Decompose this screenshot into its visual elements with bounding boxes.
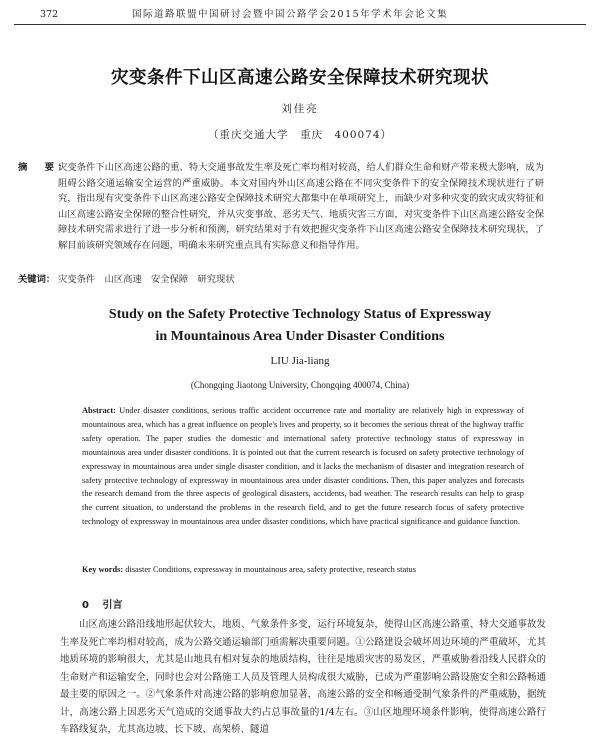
running-head-title: 国际道路联盟中国研讨会暨中国公路学会2015年学术年会论文集: [132, 9, 449, 20]
english-title: [40, 304, 560, 348]
chinese-author: 刘佳亮: [281, 103, 319, 115]
running-head: [14, 8, 586, 25]
english-keywords: [82, 563, 524, 576]
english-abstract-text: Under disaster conditions, serious traffic accident occurrence rate and mortality are relatively high in expressway of mountainous area, which has a great influence on people's lives and property, so it becomes the serious threat of the highway traffic safety operation. The paper studies the domestic and international safety protective technology status of expressway in mountainous area under disaster conditions. It is pointed out that the current research is focused on safety protective technology of expressway in mountainous area under single disaster condition, and it lacks the mechanism of disaster and integration research of safety protective technology of expressway in mountainous area under disaster conditions. Then, this paper analyzes and forecasts the research demand from the three aspects of geological disasters, accidents, bad weather. The research results can help to grasp the current situation, to understand the problems in the research field, and to get the future research focus of safety protective technology of expressway in mountainous area under disaster conditions, which have practical significance and guidance function.: [82, 406, 525, 527]
chinese-abstract-label: 摘 要：: [18, 162, 72, 173]
chinese-keywords-text: 灾变条件 山区高速 安全保障 研究现状: [58, 274, 235, 285]
section-title: 引言: [102, 600, 123, 611]
chinese-keywords-label: 关键词：: [18, 274, 56, 285]
chinese-title: 灾变条件下山区高速公路安全保障技术研究现状: [111, 68, 489, 88]
introduction-paragraph: 山区高速公路沿线地形起伏较大，地质、气象条件多变，运行环境复杂，使得山区高速公路重、特大交通事故发生率及死亡率均相对较高，成为公路交通运输部门亟需解决重要问题。①公路建设会破坏周边环境的严重破坏，尤其地质环境的影响很大，尤其是山地具有相对复杂的地质结构，往往是地质灾害的易发区，严重威胁着沿线人民群众的生命财产和运输安全，同时也会对公路施工人员及管理人员构成很大威胁，已成为严重影响公路设施安全和公路畅通最主要的原因之一。②气象条件对高速公路的影响愈加显著，高速公路的安全和畅通受制气象条件的严重威胁，据统计，高速公路上因恶劣天气造成的交通事故大约占总事故量的1/4左右。③山区地理环境条件影响，使得高速公路行车路线复杂，尤其高边坡、长下坡、高架桥、隧道: [60, 619, 546, 735]
english-keywords-label: Key words:: [82, 565, 124, 574]
english-keywords-text: disaster Conditions, expressway in mountainous area, safety protective, research status: [125, 565, 416, 574]
english-title-line1: Study on the Safety Protective Technology Status of Expressway: [108, 307, 492, 322]
english-author: LIU Jia-liang: [270, 355, 330, 367]
english-title-line2: in Mountainous Area Under Disaster Conditions: [155, 329, 445, 344]
english-affiliation: (Chongqing Jiaotong University, Chongqing 400074, China): [190, 380, 410, 390]
section-number: 0: [82, 600, 89, 611]
page-number: 372: [40, 9, 59, 20]
chinese-affiliation: （重庆交通大学 重庆 400074）: [207, 129, 393, 141]
chinese-keywords: [18, 272, 544, 287]
chinese-abstract: [18, 160, 544, 254]
section-heading: [82, 596, 122, 611]
chinese-abstract-text: 灾变条件下山区高速公路的重、特大交通事故发生率及死亡率均相对较高，给人们群众生命和财产带来极大影响，成为阻碍公路交通运输安全运营的严重威胁。本文对国内外山区高速公路在不同灾变条件下的安全保障技术现状进行了研究，指出现有灾变条件下山区高速公路安全保障技术研究大都集中在单项研究上，而缺少对多种灾变的致灾成灾特征和山区高速公路安全保障的整合性研究，并从灾变事故、恶劣天气、地质灾害三方面，对灾变条件下山区高速公路安全保障技术研究需求进行了进一步分析和预测，研究结果对于有效把握灾变条件下山区高速公路安全保障技术研究现状，了解目前该研究领域存在问题，明确未来研究重点具有实际意义和指导作用。: [58, 162, 544, 251]
english-abstract-label: Abstract:: [82, 406, 116, 415]
english-abstract: [82, 404, 524, 529]
